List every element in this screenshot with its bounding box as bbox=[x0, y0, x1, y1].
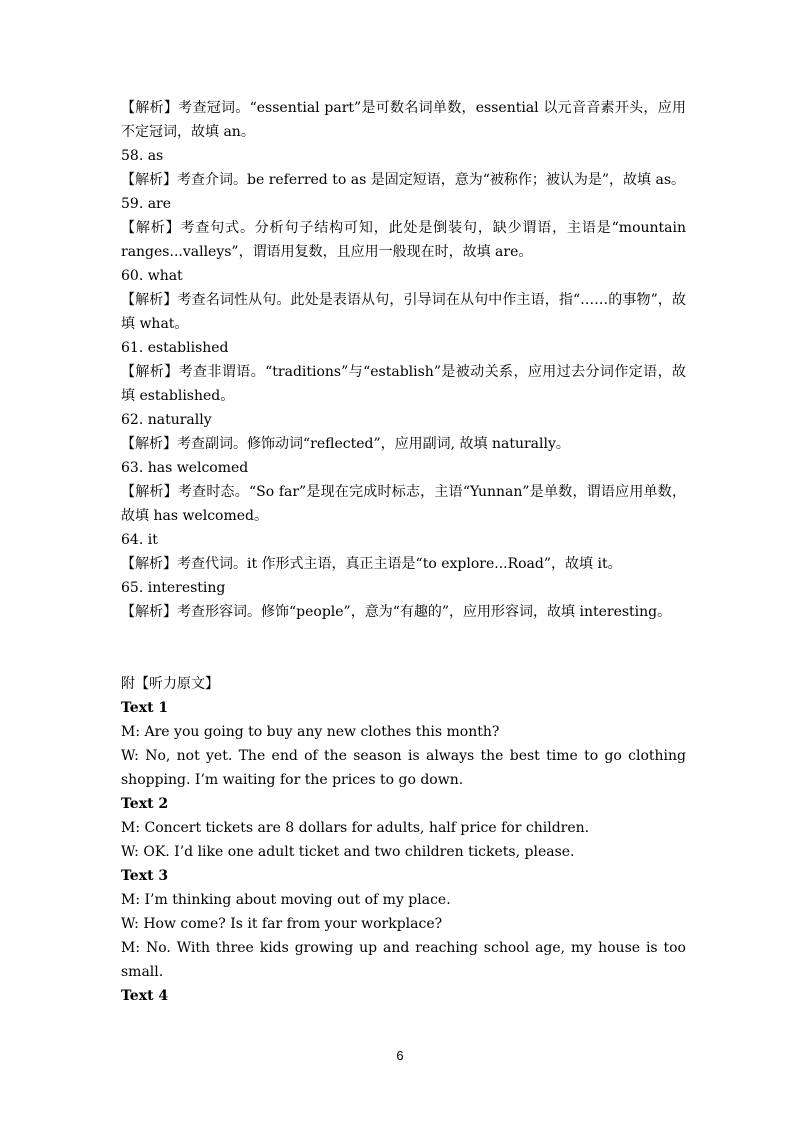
text-1-line-2: W: No, not yet. The end of the season is always the best time to go clothing shopping. I’m waiting for the prices to go down. bbox=[121, 748, 686, 788]
answer-61-number: 61. established bbox=[121, 340, 229, 356]
text-3-line-2: W: How come? Is it far from your workplace? bbox=[121, 916, 443, 932]
text-2-line-1: M: Concert tickets are 8 dollars for adults, half price for children. bbox=[121, 820, 590, 836]
answer-63-explanation: 【解析】考查时态。“So far”是现在完成时标志，主语“Yunnan”是单数，谓语应用单数，故填 has welcomed。 bbox=[121, 484, 686, 524]
answer-63-number: 63. has welcomed bbox=[121, 460, 249, 476]
answer-64-number: 64. it bbox=[121, 532, 158, 548]
document-body bbox=[121, 96, 686, 1008]
answer-61-explanation: 【解析】考查非谓语。“traditions”与“establish”是被动关系，应用过去分词作定语，故填 established。 bbox=[121, 364, 686, 404]
answer-60-explanation: 【解析】考查名词性从句。此处是表语从句，引导词在从句中作主语，指“……的事物”，故填 what。 bbox=[121, 292, 686, 332]
answer-65-number: 65. interesting bbox=[121, 580, 226, 596]
text-2-heading: Text 2 bbox=[121, 796, 169, 812]
text-3-line-1: M: I’m thinking about moving out of my place. bbox=[121, 892, 451, 908]
text-2-line-2: W: OK. I’d like one adult ticket and two children tickets, please. bbox=[121, 844, 575, 860]
text-3-heading: Text 3 bbox=[121, 868, 169, 884]
text-3-line-3: M: No. With three kids growing up and reaching school age, my house is too small. bbox=[121, 940, 686, 980]
page-number: 6 bbox=[396, 1048, 404, 1063]
answer-65-explanation: 【解析】考查形容词。修饰“people”，意为“有趣的”，应用形容词，故填 interesting。 bbox=[121, 604, 672, 620]
section-spacer bbox=[121, 624, 686, 672]
text-4-heading: Text 4 bbox=[121, 988, 169, 1004]
answer-60-number: 60. what bbox=[121, 268, 183, 284]
appendix-title: 附【听力原文】 bbox=[121, 676, 219, 692]
answer-59-explanation: 【解析】考查句式。分析句子结构可知，此处是倒装句，缺少谓语，主语是“mountain ranges...valleys”，谓语用复数，且应用一般现在时，故填 are。 bbox=[121, 220, 686, 260]
answer-58-number: 58. as bbox=[121, 148, 164, 164]
answer-62-number: 62. naturally bbox=[121, 412, 212, 428]
answer-59-number: 59. are bbox=[121, 196, 172, 212]
answer-57-explanation: 【解析】考查冠词。“essential part”是可数名词单数，essential 以元音音素开头，应用不定冠词，故填 an。 bbox=[121, 100, 686, 140]
answer-64-explanation: 【解析】考查代词。it 作形式主语，真正主语是“to explore...Road”，故填 it。 bbox=[121, 556, 622, 572]
answer-62-explanation: 【解析】考查副词。修饰动词“reflected”，应用副词, 故填 naturally。 bbox=[121, 436, 570, 452]
text-1-line-1: M: Are you going to buy any new clothes this month? bbox=[121, 724, 500, 740]
answer-58-explanation: 【解析】考查介词。be referred to as 是固定短语，意为“被称作；被认为是”，故填 as。 bbox=[121, 172, 686, 188]
text-1-heading: Text 1 bbox=[121, 700, 169, 716]
